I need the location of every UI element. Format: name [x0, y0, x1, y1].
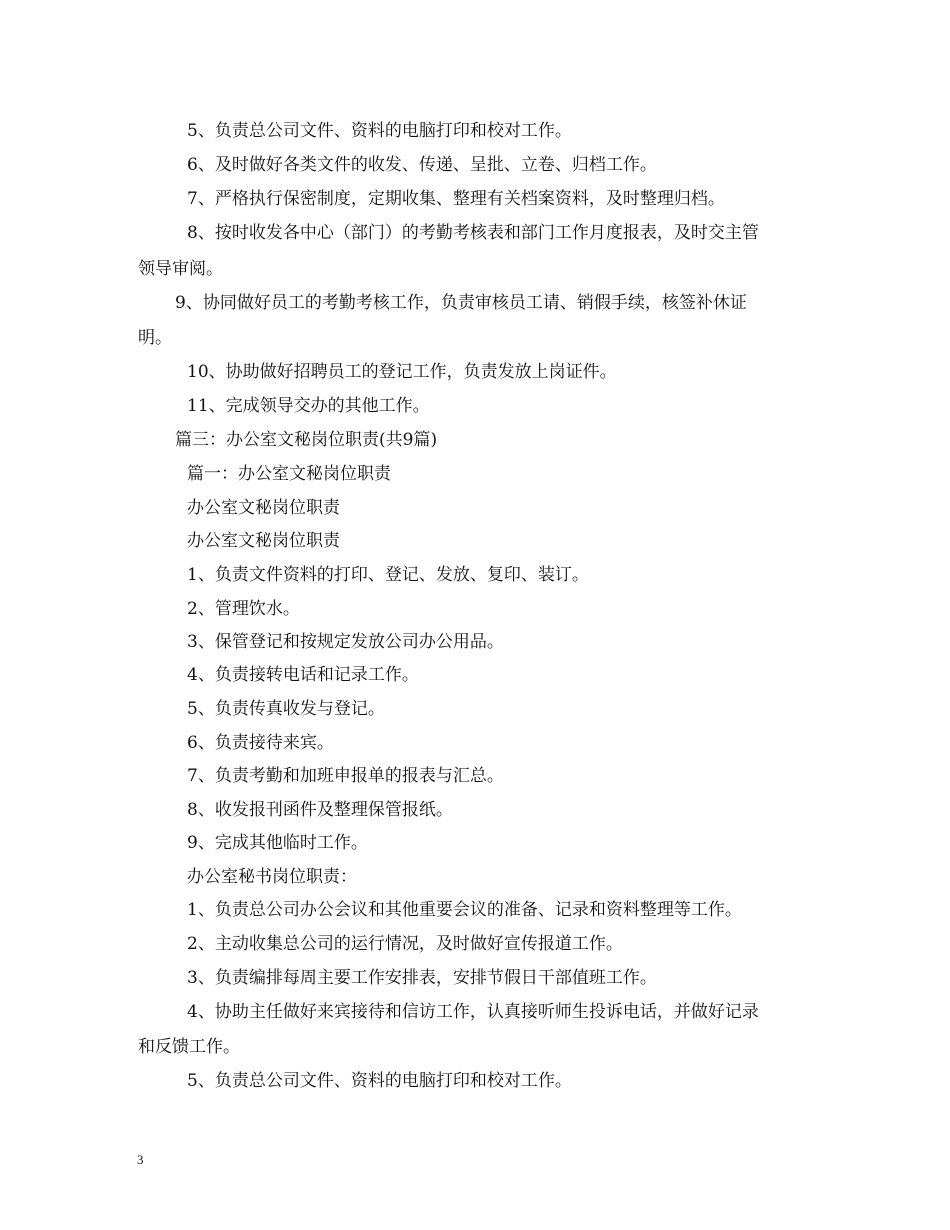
text-line: 6、负责接待来宾。 [187, 733, 334, 753]
text-line: 5、负责传真收发与登记。 [187, 699, 385, 719]
text-line: 11、完成领导交办的其他工作。 [187, 396, 430, 416]
subsection-heading: 篇一：办公室文秘岗位职责 [187, 464, 391, 484]
text-line: 3、负责编排每周主要工作安排表，安排节假日干部值班工作。 [187, 968, 657, 988]
text-line: 1、负责文件资料的打印、登记、发放、复印、装订。 [187, 565, 589, 585]
text-line: 办公室文秘岗位职责 [187, 531, 340, 551]
text-line: 5、负责总公司文件、资料的电脑打印和校对工作。 [187, 1071, 572, 1091]
text-line: 2、管理饮水。 [187, 599, 300, 619]
text-line: 7、负责考勤和加班申报单的报表与汇总。 [187, 766, 504, 786]
text-line: 明。 [138, 328, 172, 348]
text-line: 1、负责总公司办公会议和其他重要会议的准备、记录和资料整理等工作。 [187, 900, 742, 920]
text-line: 8、按时收发各中心（部门）的考勤考核表和部门工作月度报表，及时交主管 [187, 223, 759, 243]
text-line: 领导审阅。 [138, 259, 223, 279]
page-number: 3 [137, 1152, 144, 1167]
text-line: 8、收发报刊函件及整理保管报纸。 [187, 800, 453, 820]
text-line: 6、及时做好各类文件的收发、传递、呈批、立卷、归档工作。 [187, 155, 657, 175]
text-line: 办公室文秘岗位职责 [187, 498, 340, 518]
text-line: 和反馈工作。 [138, 1037, 240, 1057]
text-line: 4、负责接转电话和记录工作。 [187, 665, 419, 685]
text-line: 5、负责总公司文件、资料的电脑打印和校对工作。 [187, 121, 572, 141]
text-line: 3、保管登记和按规定发放公司办公用品。 [187, 632, 504, 652]
text-line: 9、完成其他临时工作。 [187, 833, 368, 853]
text-line: 10、协助做好招聘员工的登记工作，负责发放上岗证件。 [187, 362, 617, 382]
text-line: 4、协助主任做好来宾接待和信访工作，认真接听师生投诉电话，并做好记录 [187, 1002, 759, 1022]
text-line: 7、严格执行保密制度，定期收集、整理有关档案资料，及时整理归档。 [187, 189, 725, 209]
text-line: 9、协同做好员工的考勤考核工作，负责审核员工请、销假手续，核签补休证 [175, 293, 747, 313]
text-line: 办公室秘书岗位职责： [187, 867, 357, 887]
section-heading: 篇三：办公室文秘岗位职责(共9篇) [175, 430, 438, 450]
text-line: 2、主动收集总公司的运行情况，及时做好宣传报道工作。 [187, 934, 623, 954]
